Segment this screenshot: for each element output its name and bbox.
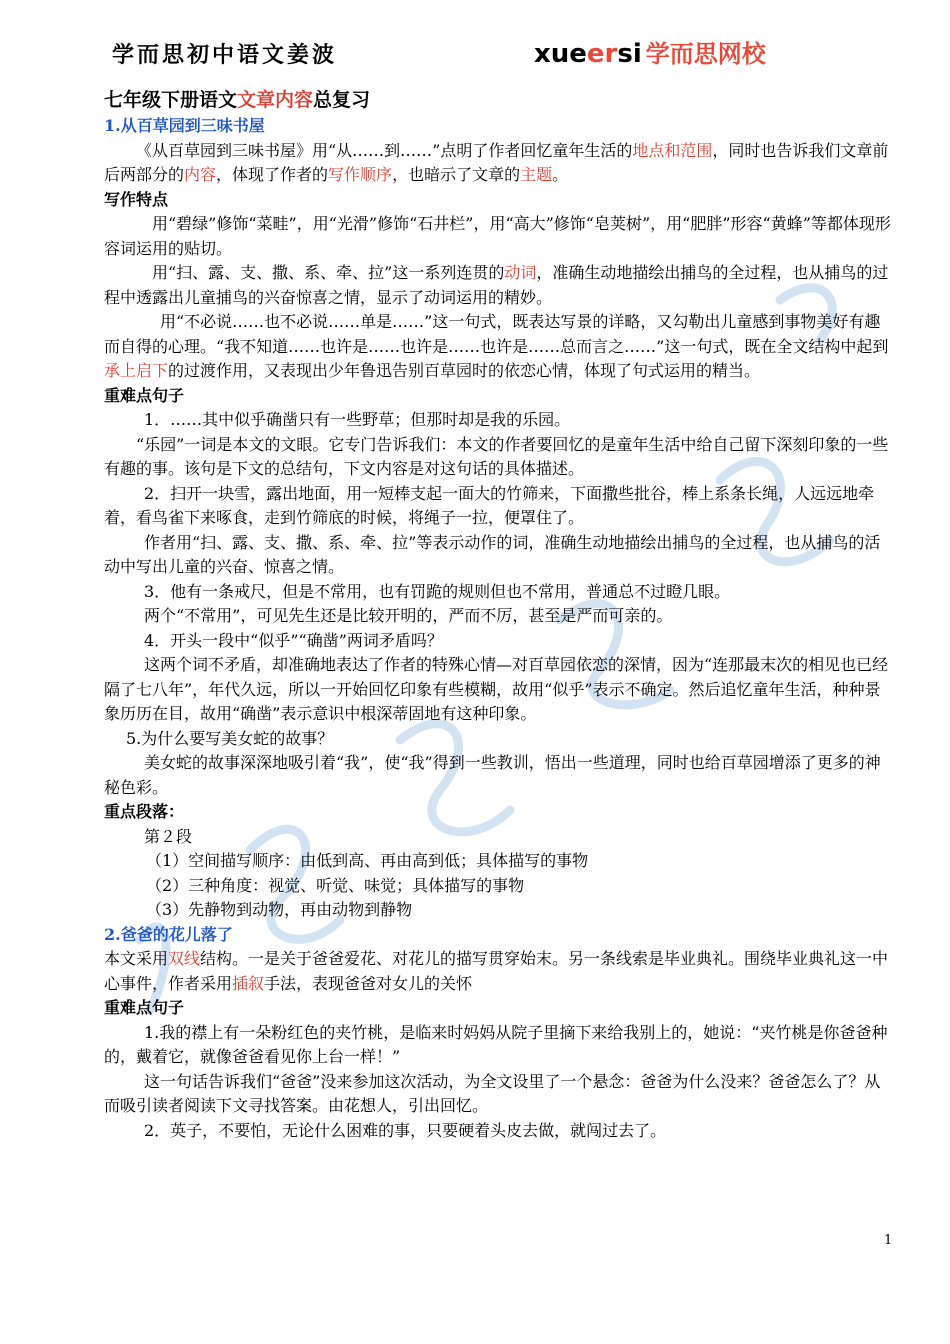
- section-heading: 1.从百草园到三味书屋: [104, 116, 265, 135]
- paragraph: 这一句话告诉我们“爸爸”没来参加这次活动，为全文设里了一个悬念：爸爸为什么没来？爸爸怎么了？从而吸引读者阅读下文寻找答案。由花想人，引出回忆。: [104, 1071, 881, 1115]
- highlight: 承上启下: [104, 361, 169, 380]
- highlight: 地点和范围: [632, 140, 713, 160]
- paragraph: [104, 261, 894, 310]
- text-run: 结构。一是关于爸爸爱花、对花儿的描写贯穿始末。另一条线索是毕业典礼。围绕毕业典礼这一中心事件，作者采用: [104, 949, 889, 993]
- paragraph: 1.我的襟上有一朵粉红色的夹竹桃，是临来时妈妈从院子里摘下来给我别上的，她说：“夹竹桃是你爸爸种的，戴着它，就像爸爸看见你上台一样！”: [104, 1022, 888, 1066]
- logo-part: er: [586, 39, 618, 69]
- paragraph: 2．扫开一块雪，露出地面，用一短棒支起一面大的竹筛来，下面撒些批谷，棒上系条长绳，人远远地牵着，看鸟雀下来啄食，走到竹筛底的时候，将绳子一拉，便罩住了。: [104, 483, 875, 527]
- paragraph: 3．他有一条戒尺，但是不常用，也有罚跪的规则但也不常用，普通总不过瞪几眼。: [144, 581, 731, 601]
- text-run: 用“扫、露、支、撒、系、牵、拉”这一系列连贯的: [152, 263, 505, 282]
- paragraph: [104, 310, 894, 384]
- highlight: 插叙: [232, 973, 265, 993]
- highlight: 写作顺序: [328, 165, 393, 184]
- list-item: （2）三种角度：视觉、听觉、味觉；具体描写的事物: [146, 875, 525, 895]
- page-header: [0, 34, 950, 74]
- text-run: 本文采用: [104, 949, 169, 968]
- highlight: 动词: [504, 263, 537, 282]
- title-part: 七年级下册语文: [104, 89, 238, 111]
- text-run: ，准确生动地描绘出捕鸟的全过程，也从捕鸟的过程中透露出儿童捕鸟的兴奋惊喜之情，显示了动词运用的精妙。: [104, 263, 889, 307]
- paragraph: 作者用“扫、露、支、撒、系、牵、拉”等表示动作的词，准确生动地描绘出捕鸟的全过程，也从捕鸟的活动中写出儿童的兴奋、惊喜之情。: [104, 532, 881, 576]
- subheading: 重难点句子: [104, 385, 185, 405]
- highlight: 主题: [520, 165, 553, 184]
- paragraph: 这两个词不矛盾，却准确地表达了作者的特殊心情—对百草园依恋的深情，因为“连那最末次的相见也已经隔了七八年”，年代久远，所以一开始回忆印象有些模糊，故用“似乎”表示不确定。然后追忆童年生活，种种景象历历在目，故用“确凿”表示意识中根深蒂固地有这种印象。: [104, 655, 889, 723]
- paragraph: [104, 947, 894, 996]
- paragraph: 1．……其中似乎确凿只有一些野草；但那时却是我的乐园。: [144, 410, 571, 429]
- text-run: 《从百草园到三味书屋》用“从……到……”点明了作者回忆童年生活的: [136, 140, 633, 160]
- subheading: 重点段落：: [104, 802, 185, 821]
- highlight: 内容: [184, 165, 217, 184]
- xueersi-logo: [534, 34, 766, 69]
- text-run: ，同时也告诉我们文章前后两部分的: [104, 140, 889, 184]
- title-part: 总复习: [313, 89, 371, 111]
- text-run: ，体现了作者的: [216, 165, 329, 184]
- section-heading: 2.爸爸的花儿落了: [104, 924, 233, 944]
- paragraph: [104, 139, 894, 188]
- paragraph: 第２段: [144, 826, 193, 846]
- title-highlight: 文章内容: [237, 89, 314, 111]
- subheading: 写作特点: [104, 189, 169, 209]
- logo-part: xue: [534, 39, 587, 69]
- text-run: 手法，表现爸爸对女儿的关怀: [264, 973, 473, 993]
- page-number: 1: [884, 1233, 893, 1248]
- paragraph: 两个“不常用”，可见先生还是比较开明的，严而不厉，甚至是严而可亲的。: [144, 606, 673, 625]
- paragraph: “乐园”一词是本文的文眼。它专门告诉我们：本文的作者要回忆的是童年生活中给自己留下深刻印象的一些有趣的事。该句是下文的总结句，下文内容是对这句话的具体描述。: [104, 434, 889, 478]
- paragraph: 2．英子，不要怕，无论什么困难的事，只要硬着头皮去做，就闯过去了。: [144, 1120, 667, 1140]
- logo-part: 学而思网校: [645, 40, 766, 68]
- list-item: （3）先静物到动物，再由动物到静物: [146, 900, 413, 919]
- document-body: [104, 86, 894, 1143]
- author-label: 学而思初中语文姜波: [112, 43, 338, 68]
- list-item: （1）空间描写顺序：由低到高、再由高到低；具体描写的事物: [146, 851, 589, 870]
- logo-part: si: [617, 39, 642, 69]
- paragraph: 用“碧绿”修饰“菜畦”，用“光滑”修饰“石井栏”，用“高大”修饰“皂荚树”，用“肥胖”形容“黄蜂”等都体现形容词运用的贴切。: [104, 214, 891, 258]
- paragraph: 美女蛇的故事深深地吸引着“我”，使“我”得到一些教训，悟出一些道理，同时也给百草园增添了更多的神秘色彩。: [104, 753, 881, 797]
- paragraph: 4．开头一段中“似乎”“确凿”两词矛盾吗？: [144, 630, 443, 650]
- document-title: [104, 86, 894, 114]
- paragraph: 5.为什么要写美女蛇的故事？: [126, 728, 334, 748]
- subheading: 重难点句子: [104, 998, 185, 1017]
- text-run: 。: [552, 165, 569, 184]
- text-run: ，也暗示了文章的: [392, 165, 521, 184]
- highlight: 双线: [168, 949, 201, 968]
- text-run: 用“不必说……也不必说……单是……”这一句式，既表达写景的详略，又勾勒出儿童感到事物美好有趣而自得的心理。“我不知道……也许是……也许是……也许是……总而言之……”这一句式，既在全文结构中起到: [104, 312, 889, 356]
- text-run: 的过渡作用，又表现出少年鲁迅告别百草园时的依恋心情，体现了句式运用的精当。: [168, 361, 761, 380]
